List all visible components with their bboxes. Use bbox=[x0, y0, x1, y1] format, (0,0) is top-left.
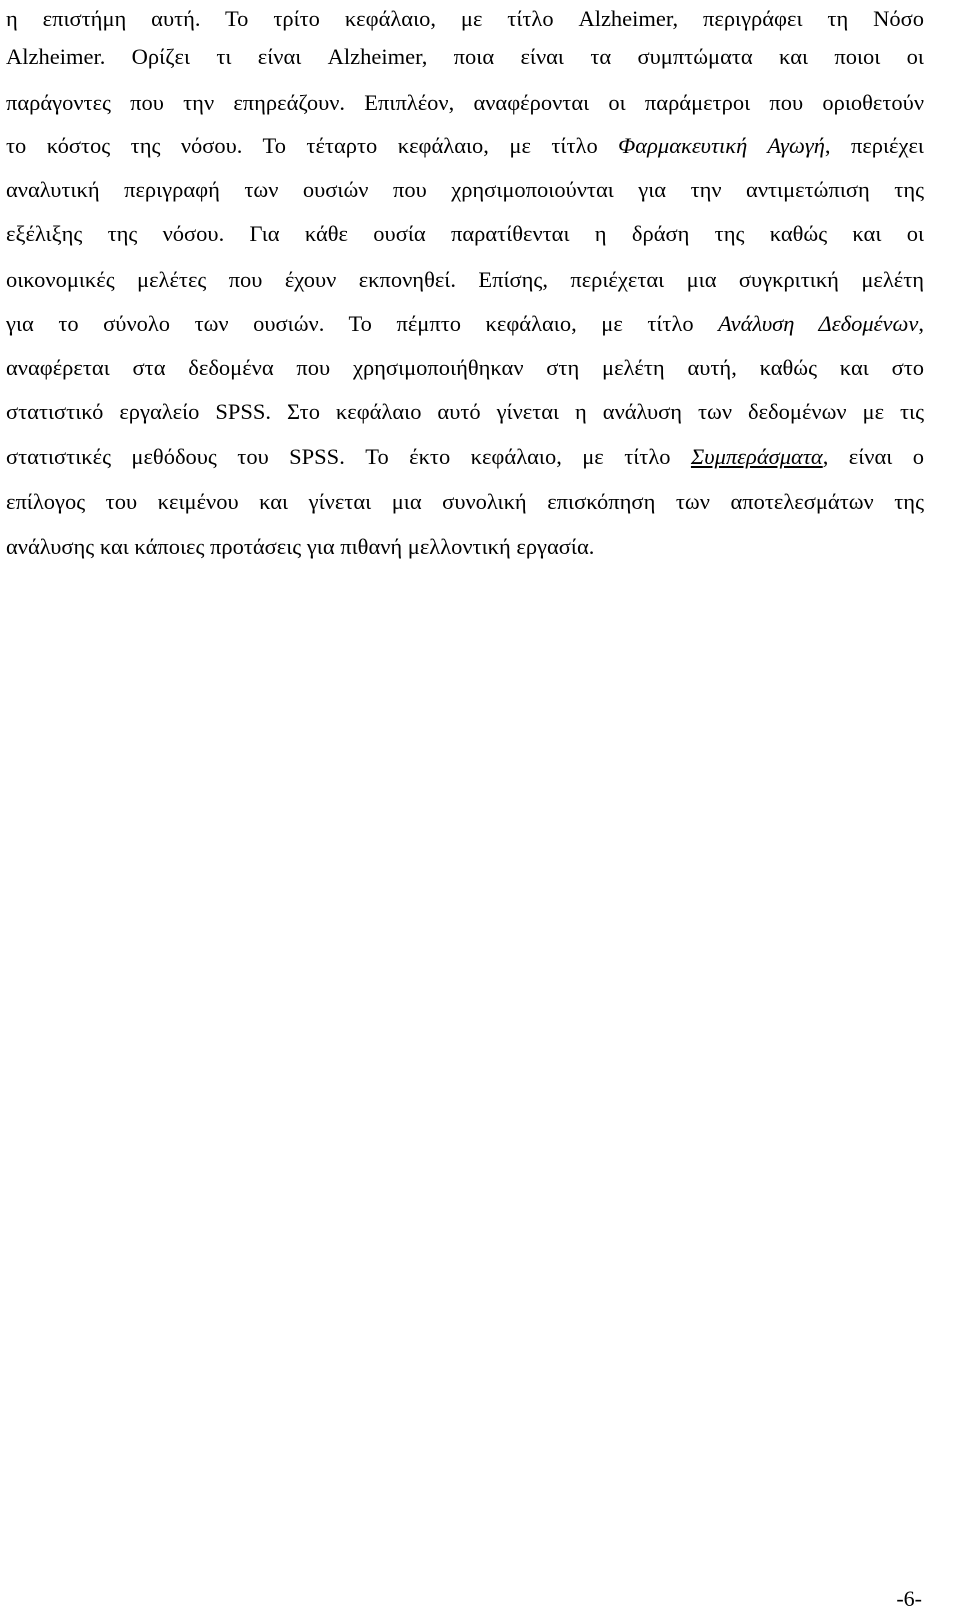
chapter-title-italic: Φαρμακευτική Αγωγή bbox=[618, 133, 825, 158]
chapter-title-italic: Ανάλυση Δεδομένων bbox=[718, 311, 919, 336]
line-text-after: , είναι ο bbox=[822, 444, 924, 469]
line-text: οικονομικές μελέτες που έχουν εκπονηθεί. Επίσης, περιέχεται μια συγκριτική μελέτη bbox=[6, 267, 924, 292]
text-line bbox=[6, 175, 924, 205]
text-line bbox=[6, 532, 924, 562]
text-line bbox=[6, 265, 924, 295]
line-text: στατιστικές μεθόδους του SPSS. Το έκτο κεφάλαιο, με τίτλο bbox=[6, 444, 691, 469]
text-line bbox=[6, 42, 924, 72]
line-text: για το σύνολο των ουσιών. Το πέμπτο κεφάλαιο, με τίτλο bbox=[6, 311, 719, 336]
text-line bbox=[6, 442, 924, 472]
line-text: εξέλιξης της νόσου. Για κάθε ουσία παρατίθενται η δράση της καθώς και οι bbox=[6, 221, 924, 246]
text-line bbox=[6, 219, 924, 249]
line-text: το κόστος της νόσου. Το τέταρτο κεφάλαιο, με τίτλο bbox=[6, 133, 619, 158]
line-text: η επιστήμη αυτή. Το τρίτο κεφάλαιο, με τίτλο Alzheimer, περιγράφει τη Νόσο bbox=[6, 6, 924, 31]
line-text: παράγοντες που την επηρεάζουν. Επιπλέον, αναφέρονται οι παράμετροι που οριοθετούν bbox=[6, 90, 924, 115]
text-line bbox=[6, 353, 924, 383]
line-text: αναλυτική περιγραφή των ουσιών που χρησιμοποιούνται για την αντιμετώπιση της bbox=[6, 177, 924, 202]
line-text: ανάλυσης και κάποιες προτάσεις για πιθανή μελλοντική εργασία. bbox=[6, 534, 595, 559]
line-text-after: , περιέχει bbox=[824, 133, 924, 158]
line-text: αναφέρεται στα δεδομένα που χρησιμοποιήθηκαν στη μελέτη αυτή, καθώς και στο bbox=[6, 355, 924, 380]
chapter-title-italic: Συμπεράσματα bbox=[690, 444, 823, 469]
text-line bbox=[6, 309, 924, 339]
text-line bbox=[6, 487, 924, 517]
text-line bbox=[6, 397, 924, 427]
text-line bbox=[6, 131, 924, 161]
text-line bbox=[6, 4, 924, 34]
line-text: επίλογος του κειμένου και γίνεται μια συνολική επισκόπηση των αποτελεσμάτων της bbox=[6, 489, 924, 514]
line-text-after: , bbox=[918, 311, 924, 336]
line-text: στατιστικό εργαλείο SPSS. Στο κεφάλαιο αυτό γίνεται η ανάλυση των δεδομένων με τις bbox=[6, 399, 924, 424]
page-number: -6- bbox=[896, 1586, 922, 1611]
line-text: Alzheimer. Ορίζει τι είναι Alzheimer, ποια είναι τα συμπτώματα και ποιοι οι bbox=[6, 44, 924, 69]
text-line bbox=[6, 88, 924, 118]
